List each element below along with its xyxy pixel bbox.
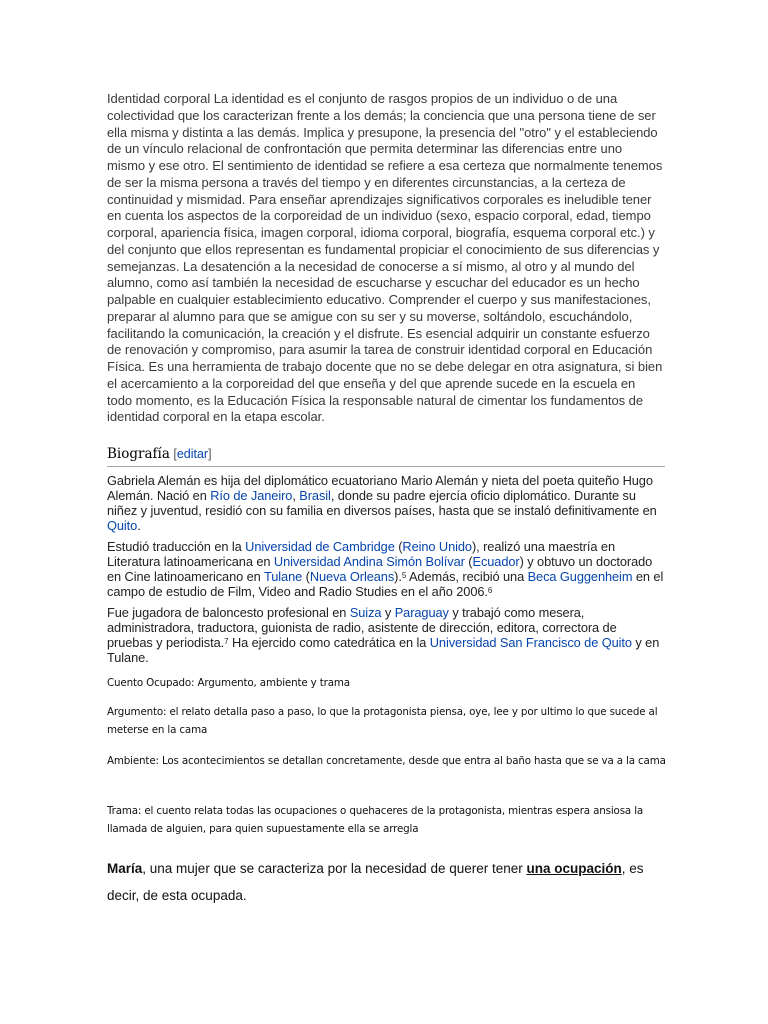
edit-link[interactable]: editar: [176, 447, 209, 461]
maria-name: María: [107, 861, 143, 876]
biography-paragraph-3: Fue jugadora de baloncesto profesional en Suiza y Paraguay y trabajó como mesera, administradora, traductora, guionista de radio, asistente de dirección, editora, correctora de pruebas y periodista.$^7$ Ha ejercido como catedrática en la Universidad San Francisco de Quito y en Tulane.: [107, 605, 660, 665]
link-universidad-san-francisco[interactable]: Universidad San Francisco de Quito: [429, 635, 632, 650]
cuento-trama: Trama: el cuento relata todas las ocupaciones o quehaceres de la protagonista, mientras espera ansiosa la llamada de alguien, para quien supuestamente ella se arregla: [107, 805, 644, 835]
link-ecuador[interactable]: Ecuador: [472, 554, 520, 569]
link-tulane[interactable]: Tulane: [263, 569, 303, 584]
occupation-emphasis: una ocupación: [526, 861, 622, 876]
link-brasil[interactable]: Brasil: [299, 488, 331, 503]
biography-paragraph-2: Estudió traducción en la Universidad de Cambridge (Reino Unido), realizó una maestría en Literatura latinoamericana en Universidad Andina Simón Bolívar (Ecuador) y obtuvo un doctorado en Cine latinoamericano en Tulane (Nueva Orleans).$^5$ Además, recibió una Beca Guggenheim en el campo de estudio de Film, Video and Radio Studies en el año 2006.$^6$: [107, 539, 664, 599]
identity-paragraph: Identidad corporal La identidad es el conjunto de rasgos propios de un individuo o de una colectividad que los caracterizan frente a los demás; la conciencia que una persona tiene de ser ella misma y distinta a las demás. Implica y presupone, la presencia del "otro" y el estableciendo de un vínculo relacional de confrontación que permita determinar las diferencias entre uno mismo y ese otro. El sentimiento de identidad se refiere a esa certeza que normalmente tenemos de ser la misma persona a través del tiempo y en diferentes circunstancias, a la certeza de continuidad y mismidad. Para enseñar aprendizajes significativos corporales es ineludible tener en cuenta los aspectos de la corporeidad de un individuo (sexo, espacio corporal, edad, tiempo corporal, apariencia física, imagen corporal, idioma corporal, biografía, esquema corporal etc.) y del conjunto que ellos representan es fundamental propiciar el conocimiento de sus diferencias y semejanzas. La desatención a la necesidad de conocerse a sí mismo, al otro y al mundo del alumno, como así también la necesidad de escucharse y escuchar del educador es un hecho palpable en cualquier establecimiento educativo. Comprender el cuerpo y sus manifestaciones, preparar al alumno para que se amigue con su ser y su moverse, soltándolo, escuchándolo, facilitando la comunicación, la creación y el disfrute. Es esencial adquirir un constante esfuerzo de renovación y compromiso, para asumir la tarea de construir identidad corporal en Educación Física. Es una herramienta de trabajo docente que no se debe delegar en otra asignatura, si bien el acercamiento a la corporeidad del que enseña y del que aprende sucede en la escuela en todo momento, es la Educación Física la responsable natural de cimentar los fundamentos de identidad corporal en la etapa escolar.: [107, 91, 663, 425]
cuento-ambiente: Ambiente: Los acontecimientos se detallan concretamente, desde que entra al baño hasta que se va a la cama: [107, 755, 666, 767]
maria-paragraph: María, una mujer que se caracteriza por la necesidad de querer tener una ocupación, es decir, de esta ocupada.: [107, 861, 644, 903]
link-rio-de-janeiro[interactable]: Río de Janeiro: [210, 488, 293, 503]
link-reino-unido[interactable]: Reino Unido: [402, 539, 472, 554]
cuento-argumento: Argumento: el relato detalla paso a paso, lo que la protagonista piensa, oye, lee y por ultimo lo que sucede al meterse en la cama: [107, 706, 658, 736]
edit-section: [editar]: [169, 447, 212, 461]
biography-heading-title: Biografía: [107, 446, 170, 462]
link-universidad-andina[interactable]: Universidad Andina Simón Bolívar: [273, 554, 465, 569]
link-nueva-orleans[interactable]: Nueva Orleans: [309, 569, 395, 584]
biography-heading: [107, 446, 665, 467]
cuento-title: Cuento Ocupado: Argumento, ambiente y trama: [107, 677, 350, 689]
link-suiza[interactable]: Suiza: [349, 605, 382, 620]
reference-6[interactable]: 6: [487, 586, 493, 595]
reference-7[interactable]: 7: [224, 637, 229, 646]
reference-5[interactable]: 5: [401, 571, 407, 580]
link-paraguay[interactable]: Paraguay: [394, 605, 449, 620]
link-universidad-de-cambridge[interactable]: Universidad de Cambridge: [245, 539, 395, 554]
link-beca-guggenheim[interactable]: Beca Guggenheim: [527, 569, 633, 584]
biography-paragraph-1: Gabriela Alemán es hija del diplomático ecuatoriano Mario Alemán y nieta del poeta quiteño Hugo Alemán. Nació en Río de Janeiro, Brasil, donde su padre ejercía oficio diplomático. Durante su niñez y juventud, residió con su familia en diversos países, hasta que se instaló definitivamente en Quito.: [107, 473, 657, 533]
link-quito[interactable]: Quito: [107, 518, 138, 533]
